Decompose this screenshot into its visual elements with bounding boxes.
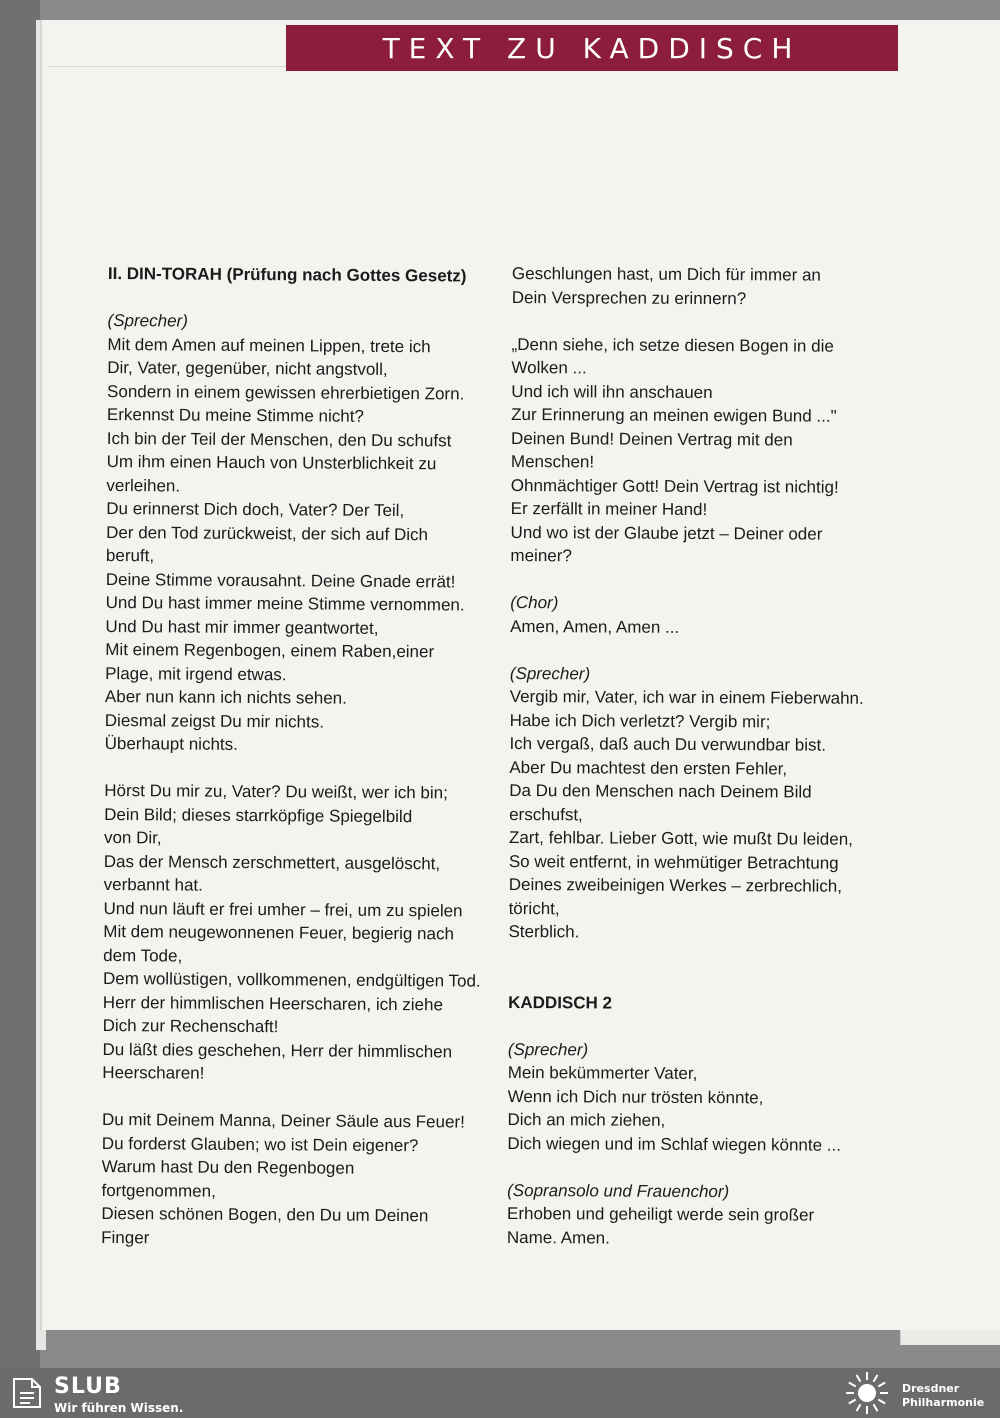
- text-line: Er zerfällt in meiner Hand!: [510, 498, 708, 520]
- text-line: Mit einem Regenbogen, einem Raben,einer: [105, 639, 435, 662]
- text-line: Der den Tod zurückweist, der sich auf Dich: [106, 522, 429, 544]
- text-line: verbannt hat.: [103, 874, 203, 895]
- text-line: verleihen.: [106, 475, 181, 496]
- text-line: Wenn ich Dich nur trösten könnte,: [507, 1086, 764, 1107]
- text-line: Dir, Vater, gegenüber, nicht angstvoll,: [107, 357, 388, 379]
- text-line: Du mit Deinem Manna, Deiner Säule aus Feuer!: [101, 1109, 465, 1132]
- text-line: töricht,: [508, 898, 560, 918]
- text-line: Zur Erinnerung an meinen ewigen Bund ...": [511, 404, 837, 426]
- blank-line: [102, 1084, 502, 1110]
- page-title-banner: [286, 25, 898, 71]
- text-line: meiner?: [510, 545, 572, 566]
- text-line: Deines zweibeinigen Werkes – zerbrechlich,: [508, 874, 843, 896]
- text-line: dem Tode,: [103, 945, 183, 966]
- blank-line: [508, 943, 898, 969]
- text-line: von Dir,: [103, 827, 162, 848]
- text-line: Um ihm einen Hauch von Unsterblichkeit zu: [106, 451, 437, 474]
- text-line: Erhoben und geheiligt werde sein großer: [506, 1203, 815, 1225]
- text-line: Habe ich Dich verletzt? Vergib mir;: [509, 710, 771, 731]
- blank-line: [512, 309, 902, 335]
- text-line: Zart, fehlbar. Lieber Gott, wie mußt Du leiden,: [508, 827, 853, 849]
- text-line: Plage, mit irgend etwas.: [105, 663, 287, 684]
- blank-line: [508, 1014, 898, 1040]
- text-line: Dich wiegen und im Schlaf wiegen könnte ...: [507, 1133, 842, 1155]
- dresdner-philharmonie-logo-icon: [842, 1371, 892, 1415]
- text-line: Und nun läuft er frei umher – frei, um zu spielen: [103, 898, 463, 920]
- orchestra-name-line1: Dresdner: [902, 1382, 960, 1395]
- text-line: Erkennst Du meine Stimme nicht?: [106, 404, 364, 426]
- text-line: Dem wollüstigen, vollkommenen, endgültigen Tod.: [102, 968, 481, 991]
- text-line: Dein Versprechen zu erinnern?: [511, 287, 747, 308]
- text-line: Sterblich.: [508, 921, 580, 942]
- text-line: (Sprecher): [507, 1039, 589, 1059]
- text-line: Deinen Bund! Deinen Vertrag mit den: [511, 428, 793, 449]
- text-line: (Sopransolo und Frauenchor): [507, 1180, 730, 1201]
- text-line: Und ich will ihn anschauen: [511, 381, 713, 402]
- text-line: Ich bin der Teil der Menschen, den Du schufst: [106, 428, 452, 450]
- text-line: Ich vergaß, daß auch Du verwundbar bist.: [509, 733, 827, 755]
- text-line: Herr der himmlischen Heerscharen, ich ziehe: [102, 992, 444, 1014]
- text-line: (Sprecher): [107, 310, 188, 331]
- text-line: Diesmal zeigst Du mir nichts.: [104, 710, 325, 732]
- text-line: Wolken ...: [511, 357, 587, 378]
- text-line: Diesen schönen Bogen, den Du um Deinen: [101, 1203, 429, 1226]
- text-line: Name. Amen.: [506, 1227, 610, 1248]
- text-line: Du forderst Glauben; wo ist Dein eigener?: [101, 1133, 419, 1155]
- page-title: TEXT ZU KADDISCH: [382, 31, 802, 65]
- text-line: Aber Du machtest den ersten Fehler,: [509, 757, 788, 778]
- text-line: Menschen!: [510, 451, 595, 472]
- text-line: Und Du hast mir immer geantwortet,: [105, 616, 379, 638]
- text-line: Da Du den Menschen nach Deinem Bild: [509, 780, 812, 802]
- slub-logo-icon: [12, 1377, 42, 1409]
- text-line: (Sprecher): [509, 663, 591, 683]
- text-line: Amen, Amen, Amen ...: [510, 616, 680, 637]
- text-line: Und Du hast immer meine Stimme vernommen.: [105, 592, 465, 615]
- text-line: Vergib mir, Vater, ich war in einem Fieberwahn.: [509, 686, 864, 708]
- text-line: Du läßt dies geschehen, Herr der himmlischen: [102, 1039, 453, 1061]
- text-line: Überhaupt nichts.: [104, 733, 238, 754]
- blank-line: [510, 567, 900, 593]
- blank-line: [507, 1155, 897, 1181]
- text-line: Deine Stimme vorausahnt. Deine Gnade errät!: [105, 569, 456, 591]
- right-text-column: [507, 262, 902, 1251]
- library-tagline: Wir führen Wissen.: [54, 1401, 184, 1415]
- library-name: SLUB: [54, 1374, 122, 1399]
- orchestra-name-line2: Philharmonie: [902, 1396, 985, 1409]
- blank-line: [104, 755, 504, 781]
- blank-line: [510, 638, 900, 664]
- text-line: Mit dem Amen auf meinen Lippen, trete ich: [107, 334, 431, 356]
- text-line: Warum hast Du den Regenbogen: [101, 1156, 355, 1178]
- text-line: Heerscharen!: [102, 1062, 205, 1083]
- blank-line: [108, 285, 508, 311]
- text-line: Und wo ist der Glaube jetzt – Deiner oder: [510, 522, 823, 544]
- footer-bar: [0, 1368, 1000, 1418]
- text-line: Mein bekümmerter Vater,: [507, 1062, 698, 1083]
- text-line: Ohnmächtiger Gott! Dein Vertrag ist nichtig!: [510, 475, 839, 497]
- section-heading: II. DIN-TORAH (Prüfung nach Gottes Gesetz): [107, 263, 467, 286]
- text-line: „Denn siehe, ich setze diesen Bogen in die: [511, 334, 834, 356]
- text-line: Das der Mensch zerschmettert, ausgelöscht,: [103, 851, 441, 873]
- text-line: beruft,: [105, 545, 155, 566]
- section-heading: KADDISCH 2: [508, 992, 613, 1013]
- text-line: Aber nun kann ich nichts sehen.: [104, 686, 347, 708]
- text-line: (Chor): [510, 592, 559, 613]
- scan-background: [0, 0, 40, 1368]
- blank-line: [508, 967, 898, 993]
- text-line: erschufst,: [509, 804, 583, 824]
- text-line: Hörst Du mir zu, Vater? Du weißt, wer ich bin;: [104, 780, 448, 803]
- text-line: Geschlungen hast, um Dich für immer an: [511, 263, 821, 285]
- text-line: Dich zur Rechenschaft!: [102, 1015, 279, 1037]
- text-line: Finger: [101, 1227, 150, 1247]
- text-line: Dein Bild; dieses starrköpfige Spiegelbild: [104, 804, 413, 826]
- text-line: fortgenommen,: [101, 1180, 216, 1201]
- text-line: So weit entfernt, in wehmütiger Betrachtung: [508, 851, 839, 873]
- text-line: Sondern in einem gewissen ehrerbietigen Zorn.: [107, 381, 465, 403]
- left-text-column: [101, 262, 508, 1252]
- text-line: Dich an mich ziehen,: [507, 1109, 666, 1130]
- text-line: Du erinnerst Dich doch, Vater? Der Teil,: [106, 498, 405, 521]
- text-line: Mit dem neugewonnenen Feuer, begierig nach: [103, 921, 455, 944]
